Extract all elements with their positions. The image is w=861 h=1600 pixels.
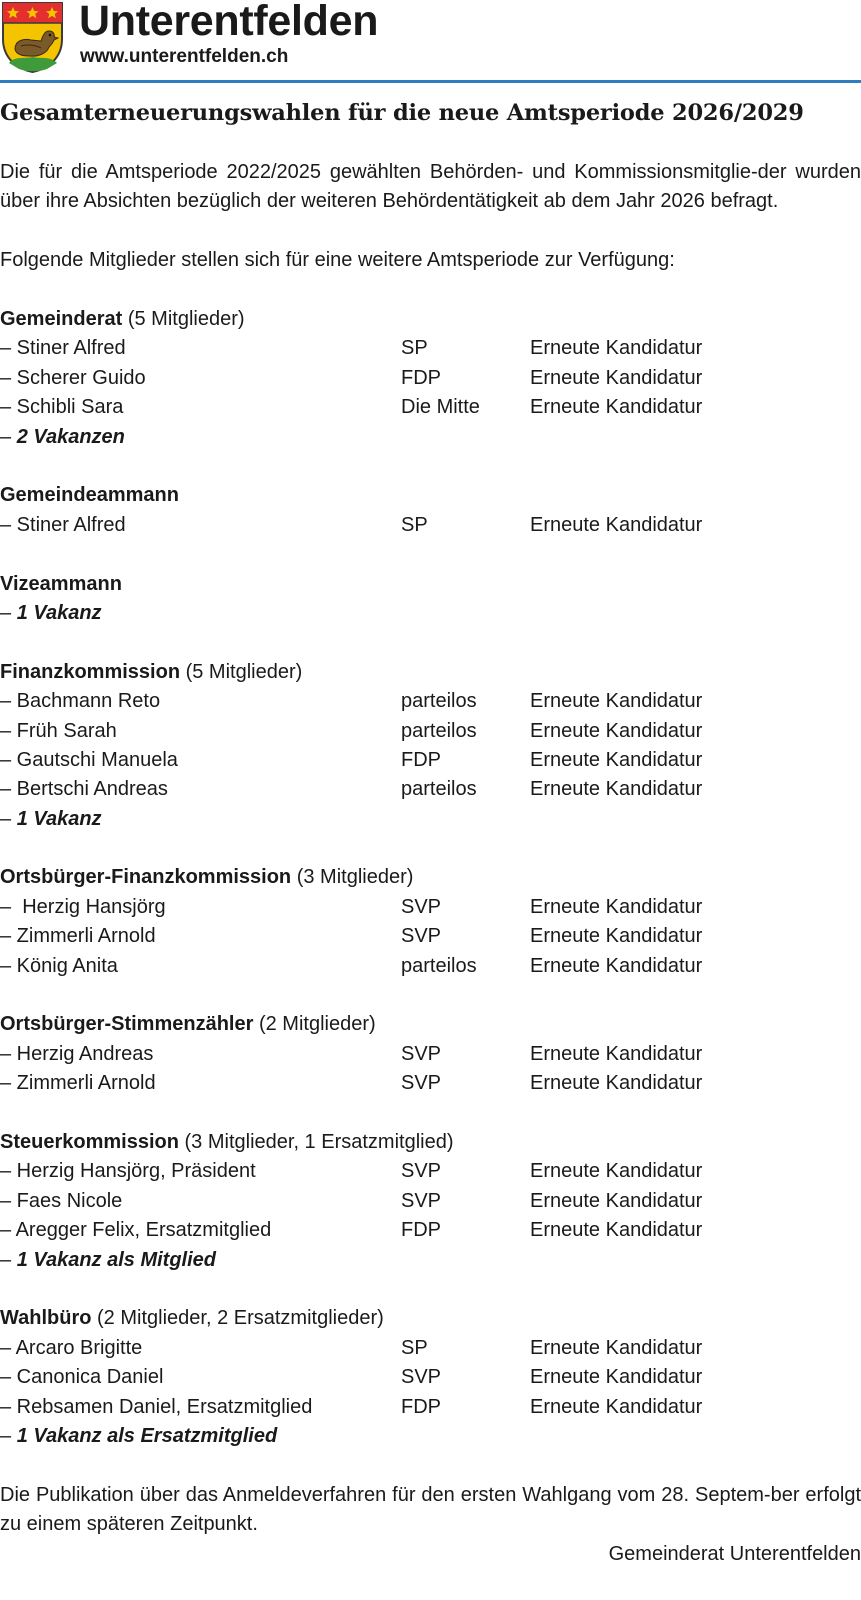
section	[0, 1128, 861, 1304]
member-name: – Schibli Sara	[0, 396, 124, 419]
section-note: (2 Mitglieder, 2 Ersatzmitglieder)	[91, 1307, 384, 1330]
coat-of-arms-duck-icon	[1, 1, 64, 73]
member-name: – Herzig Andreas	[0, 1042, 154, 1065]
section	[0, 1010, 861, 1128]
section	[0, 658, 861, 864]
vacancy-text: 1 Vakanz	[16, 807, 102, 830]
member-party: SVP	[401, 925, 442, 948]
member-party: SP	[401, 337, 428, 360]
member-status: Erneute Kandidatur	[530, 1072, 703, 1095]
member-row	[0, 1069, 861, 1098]
section-title: Gemeindeammann	[0, 484, 179, 507]
member-status: Erneute Kandidatur	[530, 396, 703, 419]
member-name: – Bachmann Reto	[0, 690, 161, 713]
town-website-link[interactable]: www.unterentfelden.ch	[80, 46, 289, 67]
member-party: parteilos	[401, 954, 477, 977]
member-party: SP	[401, 1336, 428, 1359]
member-status: Erneute Kandidatur	[530, 337, 703, 360]
member-party: parteilos	[401, 778, 477, 801]
member-row	[0, 334, 861, 363]
member-status: Erneute Kandidatur	[530, 1219, 703, 1242]
member-name: – Früh Sarah	[0, 719, 117, 742]
section-note: (5 Mitglieder)	[180, 660, 303, 683]
closing-paragraph: Die Publikation über das Anmeldeverfahren für den ersten Wahlgang vom 28. Septem-ber erfolgt zu einem späteren Zeitpunkt.	[0, 1483, 861, 1536]
section-title: Ortsbürger-Stimmenzähler	[0, 1013, 254, 1036]
member-name: – Aregger Felix, Ersatzmitglied	[0, 1219, 272, 1242]
member-name: – Canonica Daniel	[0, 1366, 164, 1389]
section-title: Gemeinderat	[0, 308, 123, 330]
member-row	[0, 952, 861, 981]
member-row	[0, 922, 861, 951]
member-party: FDP	[401, 748, 441, 771]
vacancy-text: 1 Vakanz als Mitglied	[16, 1248, 217, 1271]
section-heading	[0, 481, 861, 510]
vacancy-text: 1 Vakanz	[16, 601, 102, 624]
member-row	[0, 1187, 861, 1216]
member-name: – Scherer Guido	[0, 366, 146, 389]
member-status: Erneute Kandidatur	[530, 1395, 703, 1418]
member-row	[0, 1393, 861, 1422]
section-title: Ortsbürger-Finanzkommission	[0, 866, 292, 889]
member-row	[0, 1363, 861, 1392]
member-row	[0, 364, 861, 393]
member-row	[0, 1040, 861, 1069]
member-row	[0, 511, 861, 540]
town-name: Unterentfelden	[79, 0, 379, 45]
member-row	[0, 893, 861, 922]
member-row	[0, 1216, 861, 1245]
vacancy-dash: –	[0, 1248, 17, 1271]
section-note: (2 Mitglieder)	[253, 1013, 376, 1036]
section	[0, 570, 861, 658]
intro-paragraph: Die für die Amtsperiode 2022/2025 gewählten Behörden- und Kommissionsmitglie-der wurden über ihre Absichten bezüglich der weiteren Behördentätigkeit ab dem Jahr 2026 befragt.	[0, 161, 861, 213]
member-status: Erneute Kandidatur	[530, 778, 703, 801]
vacancy-line	[0, 599, 861, 628]
section-note: (3 Mitglieder, 1 Ersatzmitglied)	[178, 1131, 454, 1154]
page-header	[0, 0, 861, 82]
member-name: – Arcaro Brigitte	[0, 1336, 143, 1359]
member-row	[0, 1334, 861, 1363]
vacancy-dash: –	[0, 601, 17, 624]
member-status: Erneute Kandidatur	[530, 513, 703, 536]
member-name: – Zimmerli Arnold	[0, 925, 156, 948]
section-title: Finanzkommission	[0, 660, 181, 683]
member-party: Die Mitte	[401, 396, 480, 419]
vacancy-text: 1 Vakanz als Ersatzmitglied	[16, 1424, 278, 1447]
member-party: SVP	[401, 895, 442, 918]
member-party: SVP	[401, 1366, 442, 1389]
member-status: Erneute Kandidatur	[530, 895, 703, 918]
section	[0, 863, 861, 1010]
vacancy-line	[0, 1422, 861, 1451]
section-heading	[0, 305, 861, 334]
member-name: – König Anita	[0, 954, 118, 977]
section-heading	[0, 1010, 861, 1039]
vacancy-line	[0, 423, 861, 452]
section-note: (3 Mitglieder)	[291, 866, 414, 889]
member-row	[0, 687, 861, 716]
member-party: FDP	[401, 1219, 441, 1242]
section-heading	[0, 1304, 861, 1333]
member-status: Erneute Kandidatur	[530, 1042, 703, 1065]
member-row	[0, 717, 861, 746]
section-heading	[0, 570, 861, 599]
member-status: Erneute Kandidatur	[530, 366, 703, 389]
vacancy-dash: –	[0, 1424, 17, 1447]
section-title: Steuerkommission	[0, 1131, 179, 1154]
vacancy-line	[0, 1246, 861, 1275]
member-party: SVP	[401, 1160, 442, 1183]
member-status: Erneute Kandidatur	[530, 748, 703, 771]
member-name: – Stiner Alfred	[0, 513, 126, 536]
signature: Gemeinderat Unterentfelden	[608, 1542, 861, 1565]
member-row	[0, 1157, 861, 1186]
member-status: Erneute Kandidatur	[530, 925, 703, 948]
page-title: Gesamterneuerungswahlen für die neue Amtsperiode 2026/2029	[0, 100, 804, 126]
section-heading	[0, 658, 861, 687]
member-name: – Faes Nicole	[0, 1189, 123, 1212]
section-title: Wahlbüro	[0, 1307, 92, 1330]
section-heading	[0, 1128, 861, 1157]
vacancy-text: 2 Vakanzen	[16, 425, 125, 448]
member-status: Erneute Kandidatur	[530, 690, 703, 713]
lead-paragraph: Folgende Mitglieder stellen sich für eine weitere Amtsperiode zur Verfügung:	[0, 249, 675, 272]
section	[0, 305, 861, 481]
sections-list	[0, 305, 861, 1481]
member-party: parteilos	[401, 690, 477, 713]
vacancy-dash: –	[0, 807, 17, 830]
member-party: SP	[401, 513, 428, 536]
member-name: – Stiner Alfred	[0, 337, 126, 360]
member-party: SVP	[401, 1042, 442, 1065]
section-heading	[0, 863, 861, 892]
member-row	[0, 746, 861, 775]
member-party: FDP	[401, 1395, 441, 1418]
member-name: – Bertschi Andreas	[0, 778, 168, 801]
member-row	[0, 393, 861, 422]
section	[0, 481, 861, 569]
member-status: Erneute Kandidatur	[530, 1189, 703, 1212]
member-status: Erneute Kandidatur	[530, 1336, 703, 1359]
vacancy-line	[0, 805, 861, 834]
member-status: Erneute Kandidatur	[530, 1366, 703, 1389]
member-name: – Rebsamen Daniel, Ersatzmitglied	[0, 1395, 313, 1418]
section-title: Vizeammann	[0, 572, 122, 595]
section	[0, 1304, 861, 1480]
member-status: Erneute Kandidatur	[530, 719, 703, 742]
header-divider	[0, 80, 861, 83]
member-party: parteilos	[401, 719, 477, 742]
member-name: – Herzig Hansjörg, Präsident	[0, 1160, 256, 1183]
member-party: SVP	[401, 1072, 442, 1095]
vacancy-dash: –	[0, 425, 17, 448]
member-party: FDP	[401, 366, 441, 389]
member-name: – Zimmerli Arnold	[0, 1072, 156, 1095]
member-name: – Gautschi Manuela	[0, 748, 178, 771]
section-note: (5 Mitglieder)	[122, 308, 245, 330]
member-party: SVP	[401, 1189, 442, 1212]
article-body	[0, 158, 861, 1569]
member-status: Erneute Kandidatur	[530, 954, 703, 977]
member-row	[0, 775, 861, 804]
member-status: Erneute Kandidatur	[530, 1160, 703, 1183]
member-name: – Herzig Hansjörg	[0, 895, 166, 918]
